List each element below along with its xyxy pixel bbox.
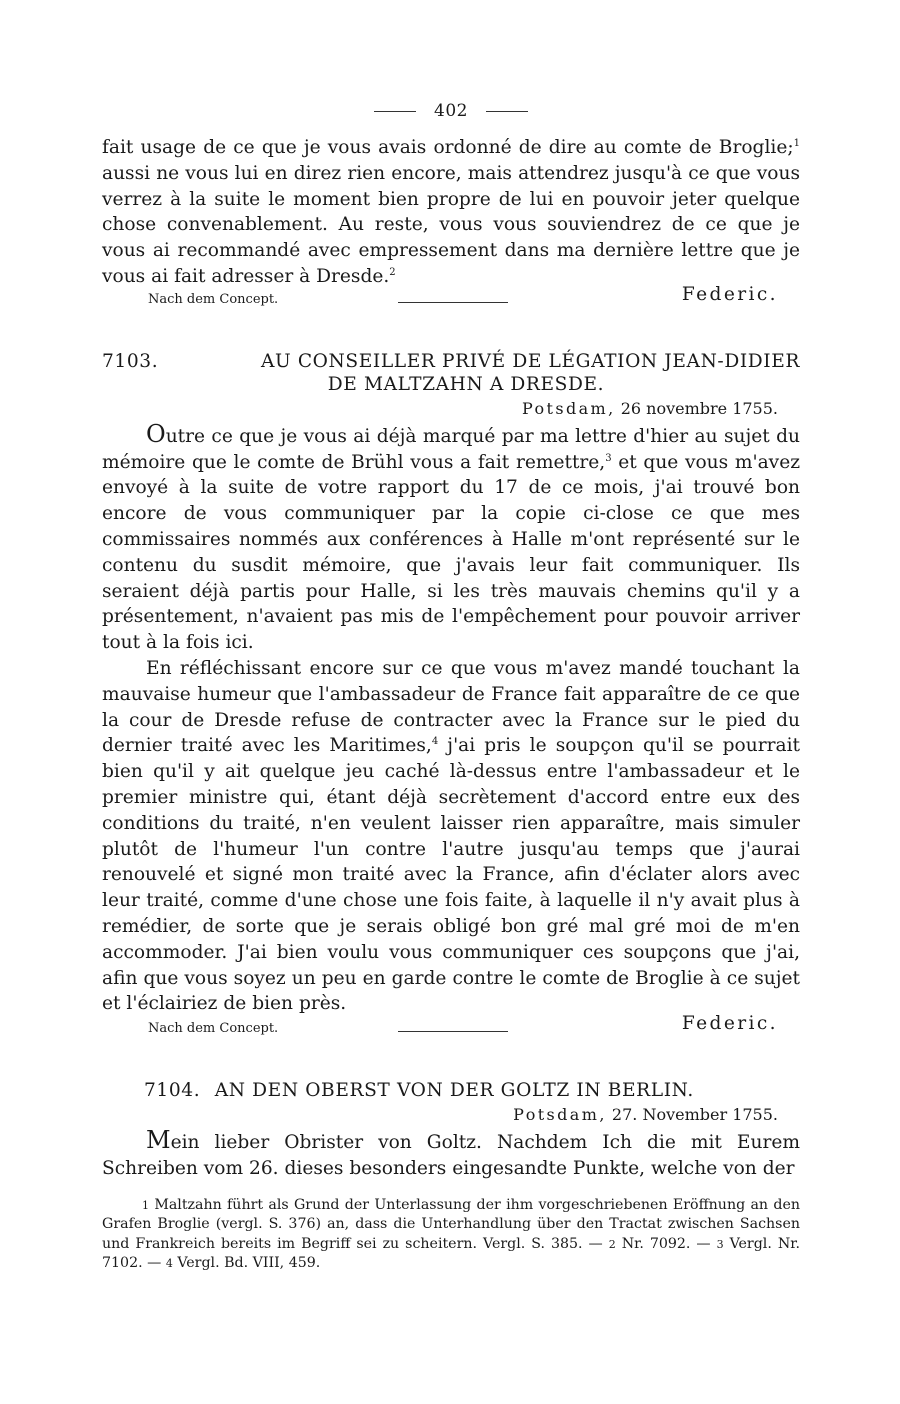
continuation-text-b: aussi ne vous lui en direz rien encore, mais attendrez jusqu'à ce que vous verrez à la suite le moment bien propre de lui en pouvoir jeter quelque chose convenablement. Au reste, vous vous souviendrez de ce que je vous ai recommandé avec empressement dans ma dernière lettre que je vous ai fait adresser à Dresde. (102, 162, 800, 287)
section-divider (398, 302, 508, 303)
signature: Federic. (681, 1013, 778, 1035)
letter-7103 (102, 350, 800, 1053)
section-divider (398, 1031, 508, 1032)
footnote-ref-3[interactable]: 3 (605, 452, 612, 464)
running-head (102, 96, 800, 126)
footnote-text-3: Vergl. Nr. 7102. — (102, 1235, 800, 1272)
letter-number: 7104. (144, 1080, 201, 1102)
dateline (102, 396, 800, 422)
footnotes (102, 1196, 800, 1274)
letter-heading (102, 1079, 800, 1102)
footnote-ref-2[interactable]: 2 (389, 266, 396, 278)
footnote-block (102, 1196, 800, 1274)
letter-number: 7103. (102, 350, 159, 372)
letter-heading (102, 350, 800, 396)
heading-line-1 (102, 350, 800, 373)
page-number: 402 (434, 101, 468, 121)
footnote-text-2: Nr. 7092. — (615, 1235, 717, 1252)
footnote-number-2: 2 (608, 1237, 616, 1251)
heading-text-1: AU CONSEILLER PRIVÉ DE LÉGATION JEAN-DIDIER (261, 350, 800, 372)
signature: Federic. (681, 283, 778, 305)
dash-right (486, 111, 528, 112)
letter-continuation (102, 135, 800, 290)
heading-text: AN DEN OBERST VON DER GOLTZ IN BERLIN. (214, 1080, 694, 1102)
place: Potsdam, (513, 1105, 607, 1125)
letter-7104 (102, 1079, 800, 1182)
initial-letter: O (146, 419, 166, 448)
date: 27. November 1755. (611, 1105, 778, 1125)
footnote-ref-4[interactable]: 4 (431, 736, 439, 748)
date: 26 novembre 1755. (620, 398, 778, 418)
paragraph-text: En réfléchissant encore sur ce que vous m'avez mandé touchant la mauvaise humeur que l'ambassadeur de France fait apparaître de ce que la cour de Dresde refuse de contracter avec la France sur le pied du dernier traité avec les Maritimes, (102, 657, 800, 757)
footnote-number-3: 3 (716, 1237, 724, 1251)
footnote-number-4: 4 (165, 1257, 173, 1271)
letter-closing (102, 1013, 800, 1053)
paragraph-text: ein lieber Obrister von Goltz. Nachdem Ich die mit Eurem Schreiben vom 26. dieses besonders eingesandte Punkte, welche von der (102, 1132, 800, 1179)
paragraph-text: j'ai pris le soupçon qu'il se pourrait bien qu'il y ait quelque jeu caché là-dessus entre l'ambassadeur et le premier ministre qui, étant déjà secrètement d'accord entre eux des conditions du traité, n'en veulent laisser rien apparaître, mais simuler plutôt de l'humeur l'un contre l'autre jusqu'au temps que j'aurai renouvelé et signé mon traité avec la France, afin d'éclater alors avec leur traité, comme d'une chose une fois faite, à laquelle il n'y avait plus à remédier, de sorte que je serais obligé bon gré mal gré moi de m'en accommoder. J'ai bien voulu vous communiquer ces soupçons que j'ai, afin que vous soyez un peu en garde contre le comte de Broglie à ce sujet et l'éclairiez de bien près. (102, 735, 800, 1015)
heading-line-2: DE MALTZAHN A DRESDE. (327, 373, 605, 395)
source-note: Nach dem Concept. (148, 291, 279, 307)
letter-closing (102, 283, 800, 326)
source-note: Nach dem Concept. (148, 1021, 279, 1037)
book-page (102, 96, 800, 1274)
footnote-ref-1[interactable]: 1 (793, 138, 800, 149)
dash-left (374, 111, 416, 112)
paragraph-text: et que vous m'avez envoyé à la suite de votre rapport du 17 de ce mois, j'ai trouvé bon encore de vous communiquer par la copie ci-close ce que mes commissaires nommés aux conférences à Halle m'ont représenté sur le contenu du susdit mémoire, que j'avais leur fait communiquer. Ils seraient déjà partis pour Halle, si les très mauvais chemins qu'il y a présentement, n'avaient pas mis de l'empêchement pour pouvoir arriver tout à la fois ici. (102, 451, 800, 654)
paragraph-text: utre ce que je vous ai déjà marqué par ma lettre d'hier au sujet du mémoire que le comte de Brühl vous a fait remettre, (102, 425, 800, 473)
footnote-number-1: 1 (142, 1198, 149, 1212)
initial-letter: M (146, 1126, 171, 1155)
dateline (102, 1102, 800, 1128)
place: Potsdam, (521, 398, 616, 418)
footnote-text-4: Vergl. Bd. VIII, 459. (172, 1255, 321, 1272)
continuation-text-a: fait usage de ce que je vous avais ordonné de dire au comte de Broglie; (102, 137, 794, 158)
paragraph (102, 656, 800, 1017)
paragraph (102, 1128, 800, 1182)
paragraph (102, 419, 800, 656)
footnote-text-1: Maltzahn führt als Grund der Unterlassung der ihm vorgeschriebenen Eröffnung an den Grafen Broglie (vergl. S. 376) an, dass die Unterhandlung über den Tractat zwischen Sachsen und Frankreich bereits im Begriff sei zu scheitern. Vergl. S. 385. — (102, 1196, 800, 1252)
